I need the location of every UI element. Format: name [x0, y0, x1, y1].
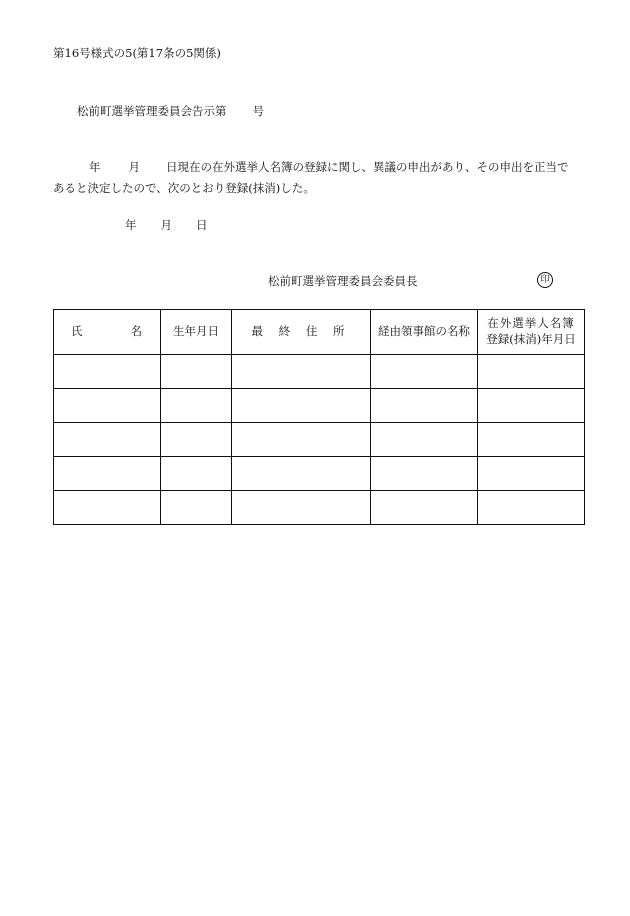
- header-birthdate: 生年月日: [161, 310, 232, 355]
- form-number: 第16号様式の5(第17条の5関係): [53, 46, 221, 60]
- cell-birthdate[interactable]: [161, 389, 232, 423]
- cell-last-address[interactable]: [232, 355, 371, 389]
- cell-consulate[interactable]: [371, 491, 478, 525]
- header-consulate: 経由領事館の名称: [371, 310, 478, 355]
- date-day: 日: [196, 218, 208, 232]
- header-register-line1: 在外選挙人名簿: [487, 316, 575, 331]
- cell-birthdate[interactable]: [161, 355, 232, 389]
- header-last-address: [232, 310, 371, 355]
- notice-number-line: [77, 106, 264, 118]
- cell-register-date[interactable]: [478, 457, 585, 491]
- header-register-date: [478, 310, 585, 355]
- signer-title: 松前町選挙管理委員会委員長: [268, 274, 418, 288]
- notice-suffix: 号: [252, 104, 264, 118]
- cell-consulate[interactable]: [371, 423, 478, 457]
- body-month: 月: [128, 160, 140, 174]
- notice-label: 松前町選挙管理委員会告示第: [77, 104, 227, 118]
- body-line-1: [53, 162, 569, 174]
- cell-consulate[interactable]: [371, 389, 478, 423]
- header-last-address-label: 最 終 住 所: [251, 324, 351, 339]
- cell-last-address[interactable]: [232, 457, 371, 491]
- seal-icon: 印: [537, 272, 553, 288]
- cell-register-date[interactable]: [478, 491, 585, 525]
- cell-name[interactable]: [54, 389, 161, 423]
- cell-name[interactable]: [54, 423, 161, 457]
- registration-table: [53, 309, 585, 525]
- date-month: 月: [160, 218, 172, 232]
- cell-name[interactable]: [54, 457, 161, 491]
- table-row: [54, 457, 585, 491]
- cell-register-date[interactable]: [478, 423, 585, 457]
- cell-register-date[interactable]: [478, 355, 585, 389]
- header-name: [54, 310, 161, 355]
- cell-name[interactable]: [54, 491, 161, 525]
- table-row: [54, 423, 585, 457]
- table-header-row: [54, 310, 585, 355]
- date-year: 年: [125, 218, 137, 232]
- body-year: 年: [89, 160, 101, 174]
- cell-last-address[interactable]: [232, 389, 371, 423]
- cell-name[interactable]: [54, 355, 161, 389]
- body-line-1-rest: 日現在の在外選挙人名簿の登録に関し、異議の申出があり、その申出を正当で: [166, 160, 569, 174]
- date-line: [125, 220, 208, 232]
- cell-birthdate[interactable]: [161, 423, 232, 457]
- cell-last-address[interactable]: [232, 491, 371, 525]
- cell-last-address[interactable]: [232, 423, 371, 457]
- header-name-first: 氏: [71, 324, 83, 339]
- cell-birthdate[interactable]: [161, 457, 232, 491]
- cell-consulate[interactable]: [371, 355, 478, 389]
- table-row: [54, 491, 585, 525]
- cell-consulate[interactable]: [371, 457, 478, 491]
- header-register-line2: 登録(抹消)年月日: [486, 332, 576, 346]
- table-row: [54, 355, 585, 389]
- body-line-2: あると決定したので、次のとおり登録(抹消)した。: [53, 181, 315, 195]
- cell-birthdate[interactable]: [161, 491, 232, 525]
- table-row: [54, 389, 585, 423]
- header-name-last: 名: [130, 324, 142, 339]
- cell-register-date[interactable]: [478, 389, 585, 423]
